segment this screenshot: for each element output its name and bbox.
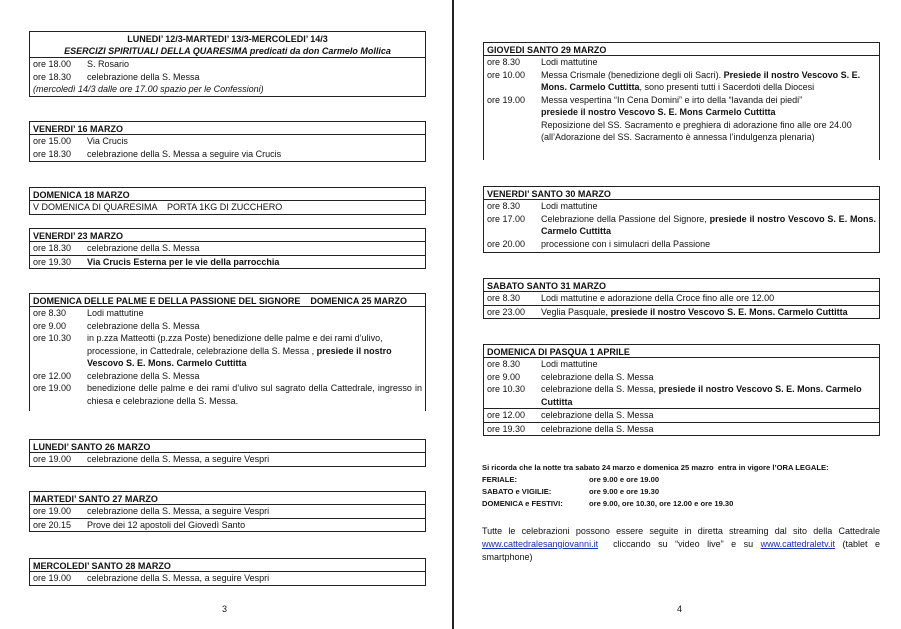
row-time: ore 19.00 (487, 94, 526, 105)
block-title: VENERDI’ 23 MARZO (30, 229, 425, 242)
block-title: LUNEDI’ 12/3-MARTEDI’ 13/3-MERCOLEDI’ 14/3 (127, 34, 328, 44)
ora-legale-notice (482, 462, 829, 510)
streaming-text-middle: cliccando su “video live” e su (598, 539, 761, 549)
schedule-row (484, 69, 879, 94)
row-desc (541, 213, 876, 238)
schedule-row (484, 371, 879, 384)
row-desc: celebrazione della S. Messa (87, 243, 200, 253)
row-time: ore 10.00 (487, 69, 526, 80)
desc-text: Veglia Pasquale, (541, 306, 611, 317)
row-time: ore 9.00 (33, 320, 67, 331)
schedule-row (484, 94, 879, 144)
row-time: ore 20.00 (487, 238, 526, 249)
row-desc: celebrazione della S. Messa a seguire via Crucis (87, 148, 282, 159)
row-time: ore 23.00 (487, 306, 526, 317)
row-time: ore 19.30 (33, 256, 72, 267)
row-time: ore 9.00 (487, 371, 521, 382)
row-desc: celebrazione della S. Messa (87, 320, 200, 331)
notice-intro: Si ricorda che la notte tra sabato 24 marzo e domenica 25 mazro entra in vigore l’ORA LEGALE: (482, 463, 829, 472)
subtitle-main: ESERCIZI SPIRITUALI DELLA QUARESIMA (64, 46, 248, 56)
page-number: 3 (222, 604, 228, 614)
notice-label: SABATO e VIGILIE: (482, 487, 552, 496)
notice-value: ore 9.00 e ore 19.00 (589, 475, 660, 484)
block-title: LUNEDI’ SANTO 26 MARZO (30, 440, 425, 453)
row-time: ore 10.30 (487, 384, 526, 394)
block-title: DOMENICA 18 MARZO (30, 188, 425, 201)
block-title: MERCOLEDI’ SANTO 28 MARZO (30, 559, 425, 572)
row-time: ore 12.00 (33, 370, 72, 381)
row-desc (541, 306, 876, 319)
row-desc (541, 69, 876, 94)
row-time: ore 8.30 (487, 293, 521, 303)
desc-bold: presiede il nostro Vescovo S. E. Mons. Carmelo Cuttitta (541, 384, 862, 407)
row-time: ore 18.30 (33, 71, 72, 82)
row-desc: celebrazione della S. Messa, a seguire Vespri (87, 573, 270, 583)
row-time: ore 19.00 (33, 573, 72, 583)
row-time: ore 19.00 (33, 454, 72, 464)
row-desc: celebrazione della S. Messa (87, 370, 200, 381)
row-time: ore 15.00 (33, 136, 72, 146)
subtitle-rest: predicati da don Carmelo Mollica (247, 46, 391, 56)
desc-text: celebrazione della S. Messa, (541, 384, 659, 394)
block-title: VENERDI’ SANTO 30 MARZO (484, 187, 879, 200)
notice-line (482, 486, 829, 498)
streaming-info (482, 525, 880, 564)
desc-bold: presiede il nostro Vescovo S. E. Mons. Carmelo Cuttitta (541, 213, 876, 236)
notice-value: ore 9.00 e ore 19.30 (589, 487, 660, 496)
block-sabato-santo (483, 278, 880, 319)
desc-text: Messa vespertina “In Cena Domini” e irto della “lavanda dei piedi” (541, 94, 803, 105)
block-domenica-pasqua (483, 344, 880, 436)
desc-bold: presiede il nostro Vescovo S. E. Mons Carmelo Cuttitta (541, 107, 776, 117)
block-title: MARTEDI’ SANTO 27 MARZO (30, 492, 425, 505)
row-time: ore 8.30 (33, 308, 67, 318)
notice-line (482, 474, 829, 486)
row-desc: celebrazione della S. Messa (87, 71, 200, 82)
schedule-row (484, 358, 879, 371)
row-desc: S. Rosario (87, 59, 130, 69)
desc-bold: Presiede il nostro Vescovo S. E. Mons. Carmelo Cuttitta (541, 69, 861, 92)
row-time: ore 17.00 (487, 213, 526, 224)
row-time: ore 19.30 (487, 423, 526, 434)
row-desc: Lodi mattutine (541, 359, 598, 369)
schedule-row (484, 292, 879, 305)
notice-label: FERIALE: (482, 475, 518, 484)
page-number: 4 (677, 604, 683, 614)
row-desc: Via Crucis (87, 136, 128, 146)
desc-after: Reposizione del SS. Sacramento e preghiera di adorazione fino alle ore 24.00 (all’Adorazione del SS. Sacramento è annessa l’indulgenza plenaria) (541, 119, 852, 142)
row-desc: Via Crucis Esterna per le vie della parrocchia (87, 256, 280, 267)
row-desc: celebrazione della S. Messa, a seguire Vespri (87, 454, 270, 464)
schedule-row (484, 213, 879, 238)
row-desc (541, 94, 876, 144)
row-desc: Prove dei 12 apostoli del Giovedì Santo (87, 519, 246, 530)
schedule-row (484, 408, 879, 422)
streaming-text-after: (tablet e smartphone) (482, 539, 880, 562)
row-time: ore 19.00 (33, 506, 72, 516)
desc-text: Celebrazione della Passione del Signore, (541, 213, 710, 224)
block-title: GIOVEDI SANTO 29 MARZO (484, 43, 879, 56)
row-time: ore 18.30 (33, 148, 72, 159)
schedule-row (484, 56, 879, 69)
notice-value: ore 9.00, ore 10.30, ore 12.00 e ore 19.30 (589, 499, 734, 508)
row-time: ore 8.30 (487, 201, 521, 211)
row-desc: processione con i simulacri della Passione (541, 238, 711, 249)
row-desc: celebrazione della S. Messa (541, 371, 654, 382)
row-time: ore 8.30 (487, 359, 521, 369)
block-title: DOMENICA DELLE PALME E DELLA PASSIONE DEL SIGNORE DOMENICA 25 MARZO (30, 294, 425, 307)
row-desc: Lodi mattutine (541, 57, 598, 67)
schedule-row (484, 383, 879, 408)
link-cattedralesangiovanni[interactable]: www.cattedralesangiovanni.it (482, 539, 599, 549)
notice-label: DOMENICA e FESTIVI: (482, 499, 563, 508)
link-cattedraletv[interactable]: www.cattedraletv.it (760, 539, 835, 549)
row-desc: V DOMENICA DI QUARESIMA PORTA 1KG DI ZUCCHERO (33, 202, 283, 212)
row-desc: Lodi mattutine (541, 201, 598, 211)
row-time: ore 8.30 (487, 57, 521, 67)
desc-bold: presiede il nostro Vescovo S. E. Mons. Carmelo Cuttitta (610, 306, 848, 317)
streaming-text: Tutte le celebrazioni possono essere seguite in diretta streaming dal sito della Cattedrale (482, 526, 880, 536)
row-time: ore 19.00 (33, 383, 72, 393)
row-desc: celebrazione della S. Messa (541, 410, 654, 420)
row-time: ore 18.00 (33, 59, 72, 69)
desc-text: in p.zza Matteotti (p.zza Poste) benedizione delle palme e dei rami d’ulivo, processione, in Cattedrale, celebrazione della S. Messa , (87, 333, 383, 356)
block-venerdi-santo (483, 186, 880, 253)
row-time: ore 18.30 (33, 243, 72, 253)
schedule-row (484, 200, 879, 213)
block-title: DOMENICA DI PASQUA 1 APRILE (484, 345, 879, 358)
row-desc (541, 383, 876, 408)
schedule-row (484, 238, 879, 251)
row-time: ore 12.00 (487, 410, 526, 420)
notice-line (482, 498, 829, 510)
row-desc: Lodi mattutine e adorazione della Croce fino alle ore 12.00 (541, 293, 775, 303)
block-giovedi-santo (483, 42, 880, 160)
block-note: (mercoledì 14/3 dalle ore 17.00 spazio per le Confessioni) (33, 84, 264, 94)
row-desc: celebrazione della S. Messa (541, 423, 654, 434)
row-desc: benedizione delle palme e dei rami d’ulivo sul sagrato della Cattedrale, ingresso in chiesa e celebrazione della S. Messa. (87, 383, 422, 406)
schedule-row (484, 422, 879, 436)
desc-after: , sono presenti tutti i Sacerdoti della Diocesi (639, 82, 815, 92)
row-time: ore 10.30 (33, 333, 72, 343)
row-desc: celebrazione della S. Messa, a seguire Vespri (87, 506, 270, 516)
row-desc: Lodi mattutine (87, 308, 144, 318)
row-time: ore 20.15 (33, 519, 72, 530)
desc-bold: presiede il nostro Vescovo S. E. Mons. Carmelo Cuttitta (87, 345, 392, 368)
schedule-row (484, 305, 879, 319)
desc-text: Messa Crismale (benedizione degli oli Sacri). (541, 69, 724, 80)
block-title: VENERDI’ 16 MARZO (30, 122, 425, 135)
block-title: SABATO SANTO 31 MARZO (484, 279, 879, 292)
